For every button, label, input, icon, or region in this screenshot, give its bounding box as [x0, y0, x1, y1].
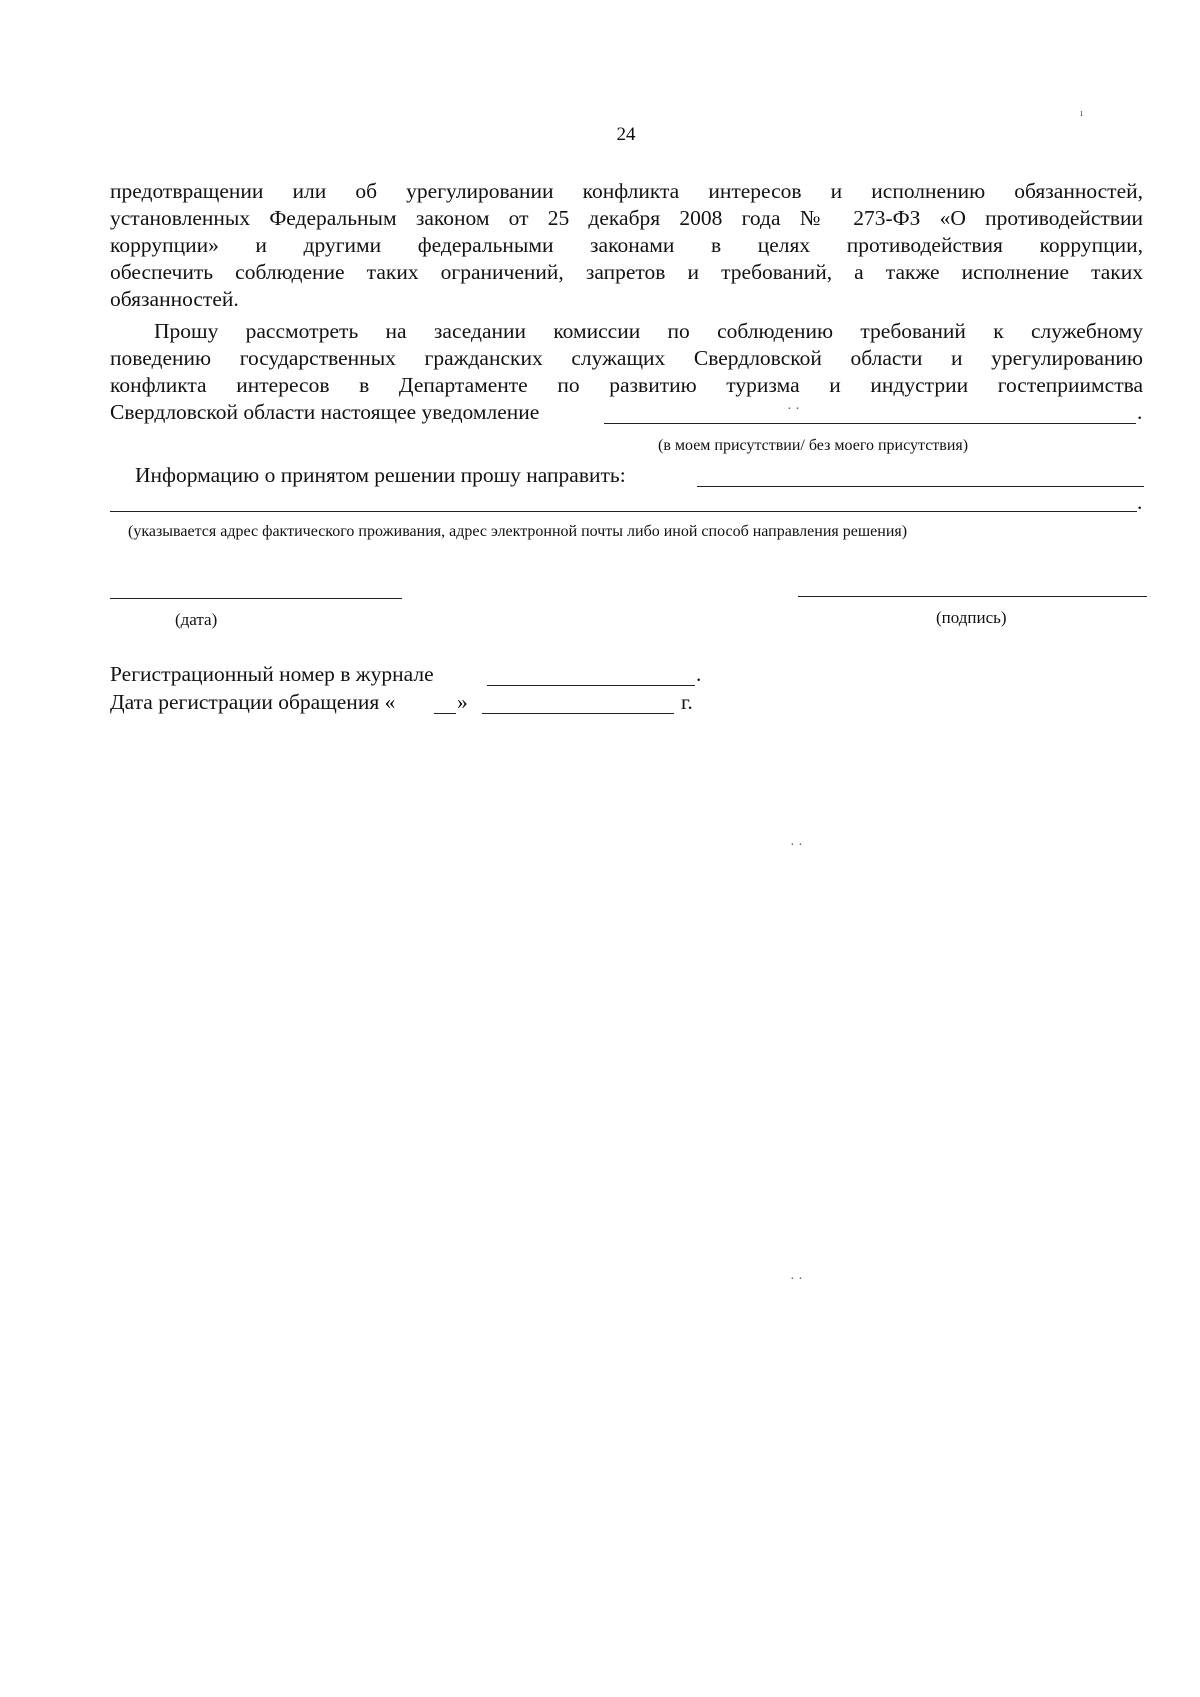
presence-caption: (в моем присутствии/ без моего присутствия): [658, 437, 969, 454]
paragraph-line: установленных Федеральным законом от 25 декабря 2008 года № 273-ФЗ «О противодействии: [110, 206, 1143, 230]
notification-label: Свердловской области настоящее уведомление: [110, 400, 540, 424]
decision-info-field-line-2[interactable]: [110, 511, 1137, 512]
paragraph-line: конфликта интересов в Департаменте по развитию туризма и индустрии гостеприимства: [110, 373, 1143, 397]
notification-end: .: [1137, 400, 1143, 424]
registration-date-label: Дата регистрации обращения «: [110, 690, 396, 714]
paragraph-line: Прошу рассмотреть на заседании комиссии по соблюдению требований к служебному: [154, 319, 1143, 343]
decision-info-field-line[interactable]: [697, 486, 1144, 487]
paragraph-obligations: [110, 178, 1143, 313]
signature-field-line[interactable]: [798, 596, 1147, 597]
address-caption: (указывается адрес фактического проживания, адрес электронной почты либо иной способ направления решения): [128, 523, 908, 540]
scan-speck: ı: [1080, 108, 1083, 119]
scan-speck: · ·: [790, 838, 803, 853]
registration-day-field-line[interactable]: [434, 713, 456, 714]
page-number: 24: [616, 124, 636, 145]
paragraph-line: предотвращении или об урегулировании конфликта интересов и исполнению обязанностей,: [110, 179, 1143, 203]
signature-caption: (подпись): [936, 608, 1007, 627]
paragraph-line: поведению государственных гражданских служащих Свердловской области и урегулированию: [110, 346, 1143, 370]
paragraph-line: коррупции» и другими федеральными законами в целях противодействия коррупции,: [110, 233, 1143, 257]
paragraph-request: [110, 318, 1143, 399]
registration-month-field-line[interactable]: [482, 713, 674, 714]
registration-year-suffix: г.: [681, 690, 693, 714]
registration-number-label: Регистрационный номер в журнале: [110, 662, 434, 686]
paragraph-line: обязанностей.: [110, 287, 239, 311]
registration-number-end: .: [696, 662, 702, 686]
presence-field-line[interactable]: [604, 423, 1136, 424]
date-caption: (дата): [175, 610, 218, 629]
decision-info-label: Информацию о принятом решении прошу направить:: [135, 463, 626, 487]
date-field-line[interactable]: [110, 598, 402, 599]
paragraph-line: обеспечить соблюдение таких ограничений, запретов и требований, а также исполнение таких: [110, 260, 1143, 284]
scan-speck: · ·: [790, 1272, 803, 1287]
registration-date-quote: »: [457, 690, 468, 714]
registration-number-field-line[interactable]: [487, 685, 695, 686]
decision-info-end: .: [1137, 490, 1143, 514]
scan-speck: · ·: [787, 402, 800, 417]
